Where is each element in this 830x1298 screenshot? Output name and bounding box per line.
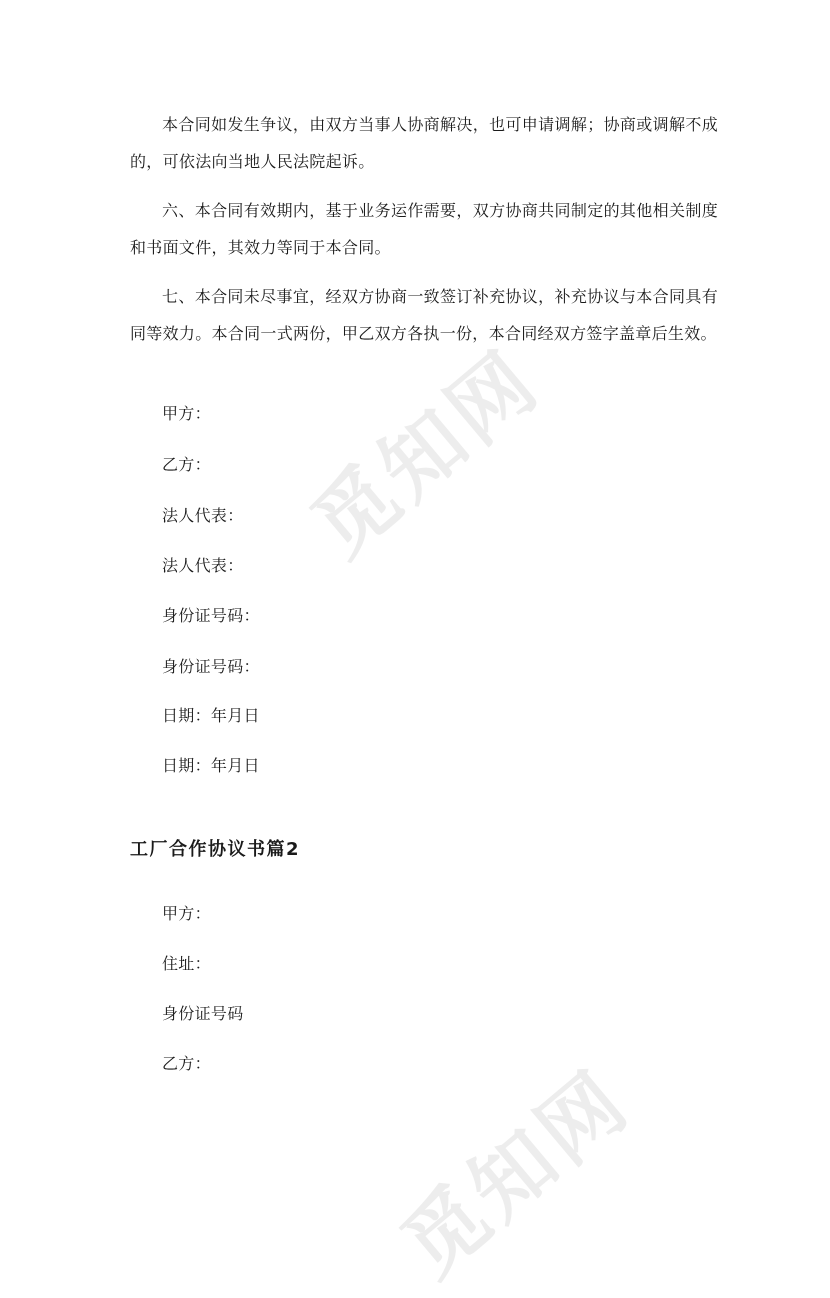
id-number-field: 身份证号码： (162, 606, 260, 625)
paragraph-article-6: 六、本合同有效期内，基于业务运作需要，双方协商共同制定的其他相关制度和书面文件，其效力等同于本合同。 (130, 201, 718, 257)
party-b-field: 乙方： (162, 1054, 211, 1073)
party-b-field: 乙方： (162, 455, 211, 474)
date-field: 日期：年月日 (162, 706, 260, 725)
address-field: 住址： (162, 954, 211, 973)
watermark: 觅知网 (384, 1052, 649, 1296)
paragraph-dispute: 本合同如发生争议，由双方当事人协商解决，也可申请调解；协商或调解不成的，可依法向当地人民法院起诉。 (130, 115, 718, 171)
section-heading: 工厂合作协议书篇2 (130, 839, 301, 860)
party-a-field: 甲方： (162, 904, 211, 923)
legal-rep-field: 法人代表： (162, 506, 244, 525)
id-number-field: 身份证号码： (162, 657, 260, 676)
party-a-field: 甲方： (162, 404, 211, 423)
id-number-field: 身份证号码 (162, 1004, 244, 1023)
date-field: 日期：年月日 (162, 756, 260, 775)
legal-rep-field: 法人代表： (162, 556, 244, 575)
paragraph-article-7: 七、本合同未尽事宜，经双方协商一致签订补充协议，补充协议与本合同具有同等效力。本合同一式两份，甲乙双方各执一份，本合同经双方签字盖章后生效。 (130, 287, 718, 343)
watermark: 觅知网 (294, 332, 559, 576)
